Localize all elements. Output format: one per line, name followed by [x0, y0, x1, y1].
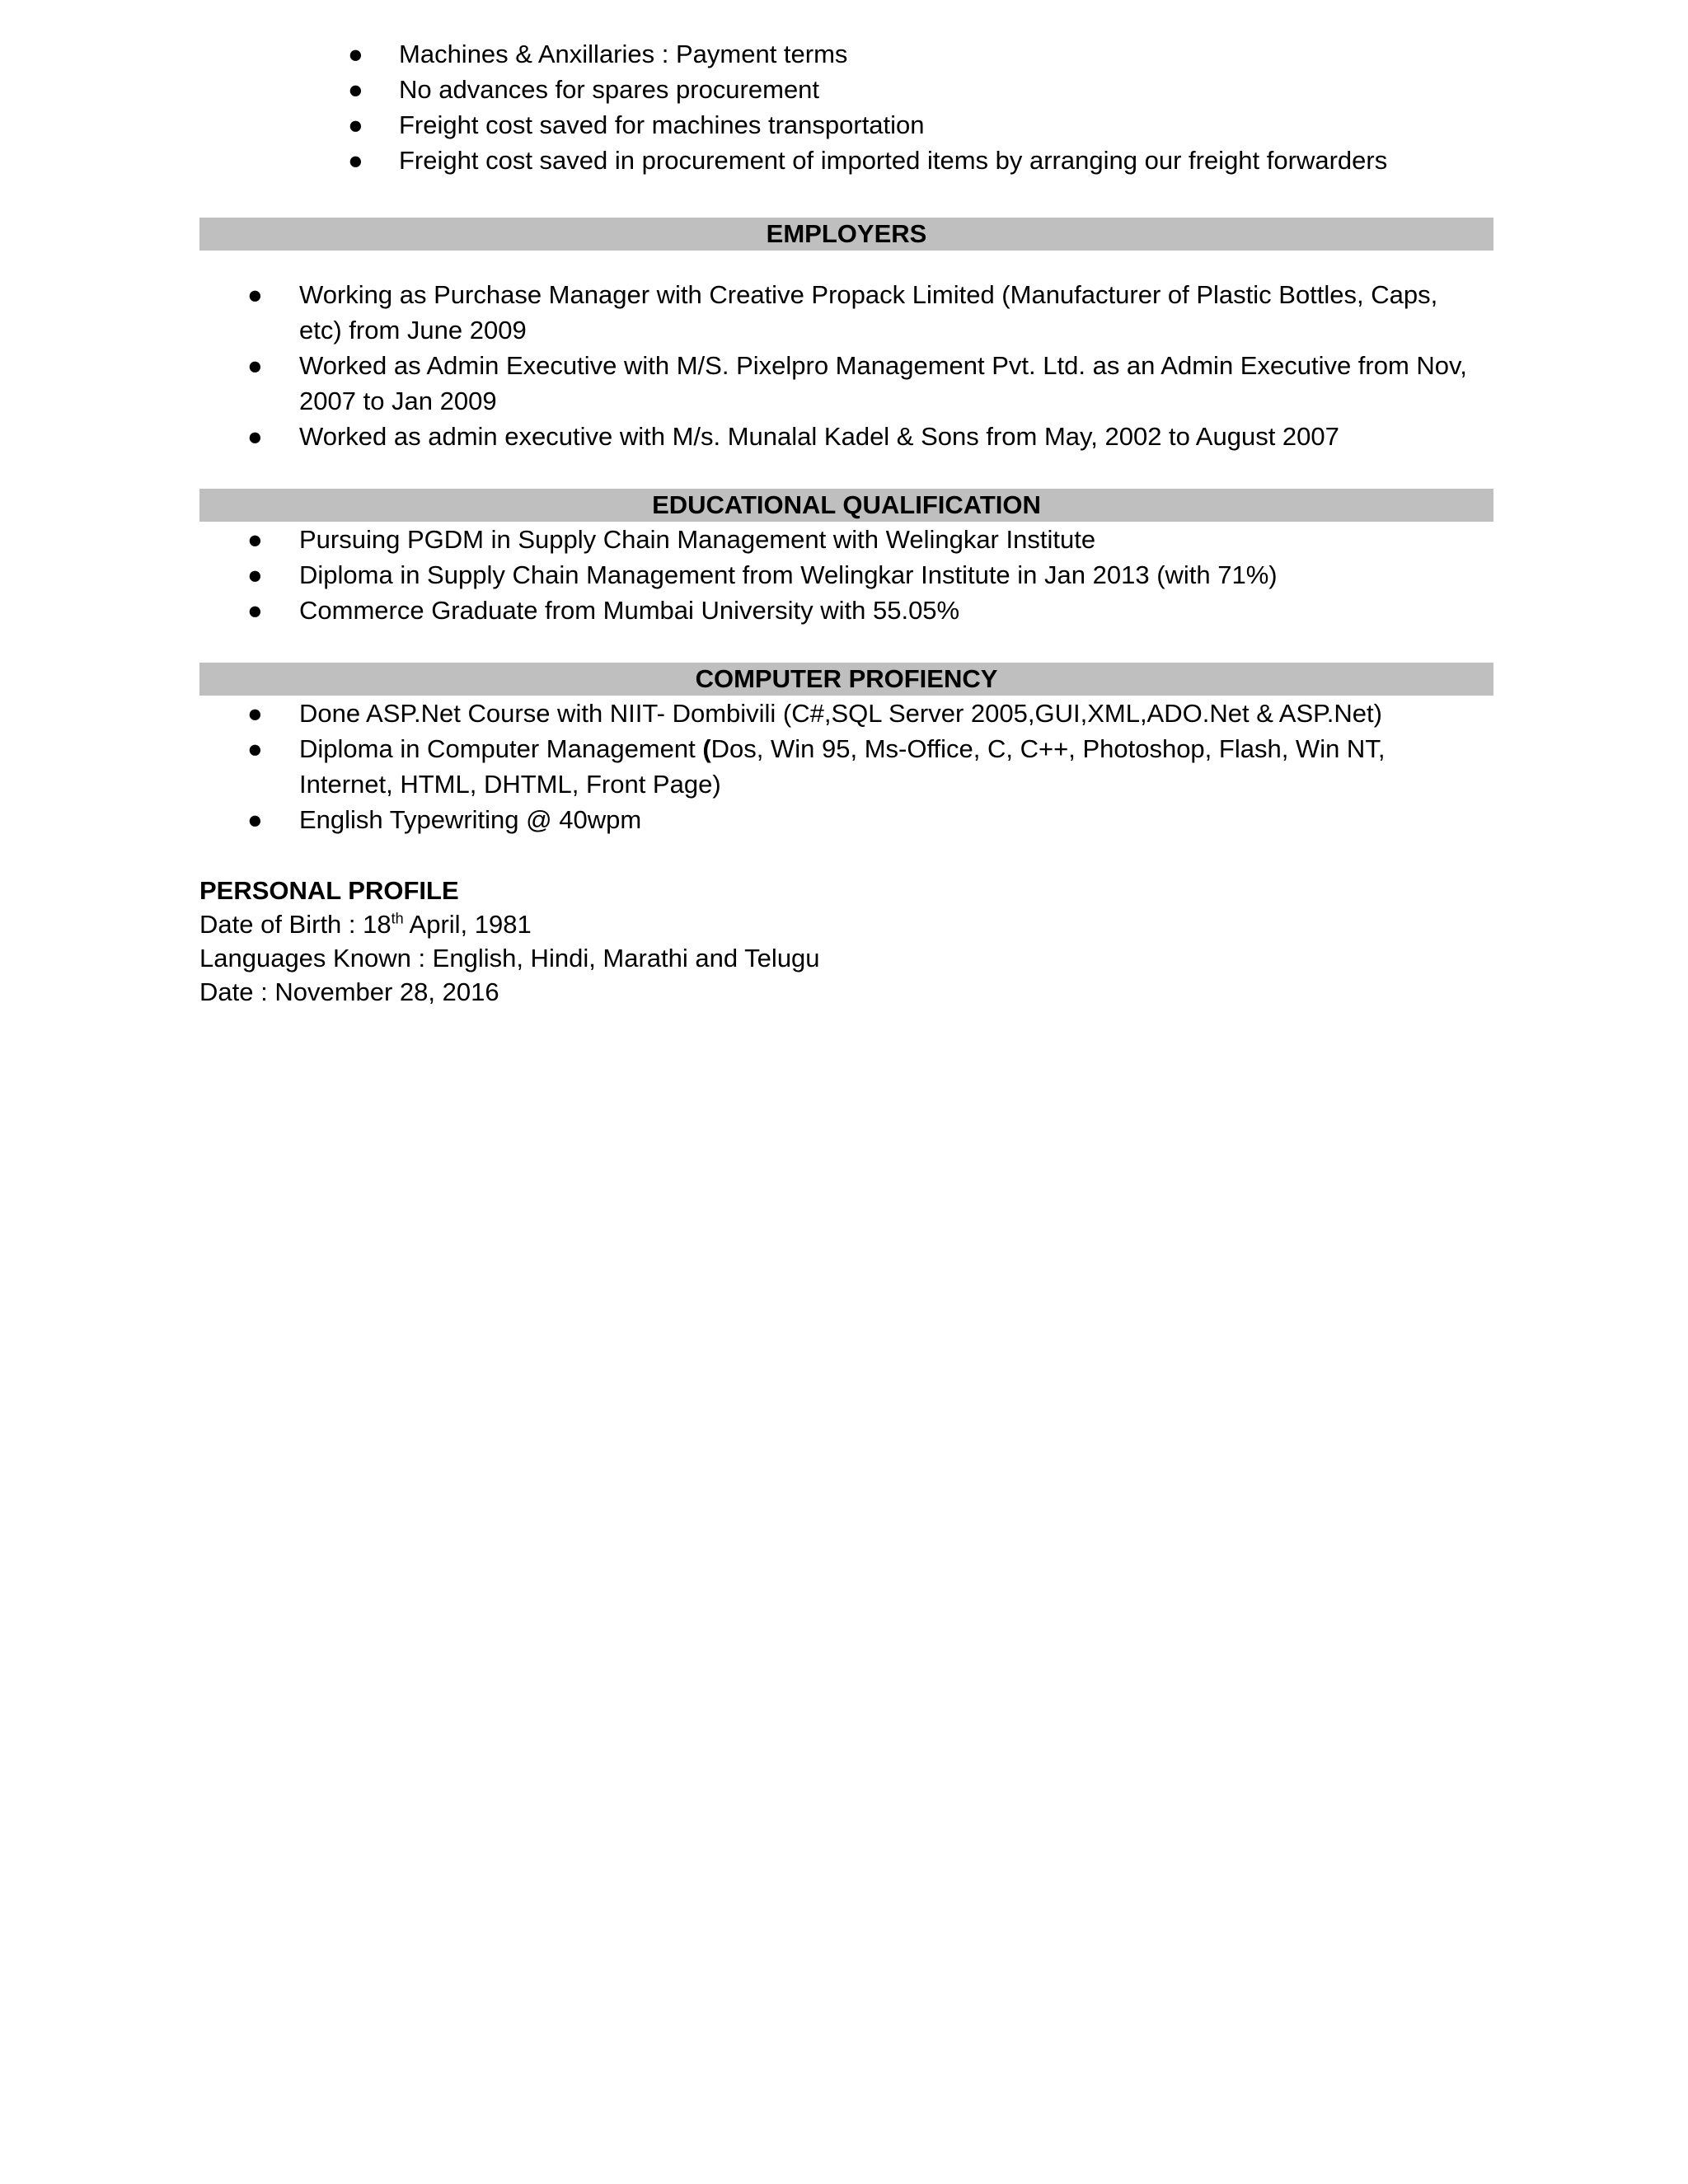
- computer-list: [199, 696, 1493, 837]
- list-item: ● No advances for spares procurement: [199, 72, 1493, 107]
- bullet-icon: ●: [247, 596, 263, 625]
- bullet-icon: ●: [348, 110, 363, 139]
- resume-content: [199, 36, 1493, 1009]
- list-item: ● Diploma in Supply Chain Management from Welingkar Institute in Jan 2013 (with 71%): [199, 557, 1493, 593]
- list-item: ● Pursuing PGDM in Supply Chain Management with Welingkar Institute: [199, 522, 1493, 557]
- list-item: ● English Typewriting @ 40wpm: [199, 802, 1493, 837]
- date-of-birth: Date of Birth : 18th April, 1981: [199, 910, 532, 939]
- list-item: ● Worked as Admin Executive with M/S. Pixelpro Management Pvt. Ltd. as an Admin Executive from Nov, 2007 to Jan 2009: [199, 348, 1493, 419]
- bullet-icon: ●: [247, 351, 263, 380]
- bullet-icon: ●: [247, 805, 263, 834]
- list-item: ● Freight cost saved in procurement of imported items by arranging our freight forwarders: [199, 143, 1493, 178]
- list-item: ● Diploma in Computer Management (Dos, Win 95, Ms-Office, C, C++, Photoshop, Flash, Win NT, Internet, HTML, DHTML, Front Page): [199, 731, 1493, 802]
- personal-profile-heading: PERSONAL PROFILE: [199, 876, 459, 905]
- bullet-icon: ●: [247, 734, 263, 763]
- list-item: ● Working as Purchase Manager with Creative Propack Limited (Manufacturer of Plastic Bottles, Caps, etc) from June 2009: [199, 277, 1493, 348]
- bullet-icon: ●: [247, 280, 263, 309]
- bullet-icon: ●: [247, 560, 263, 589]
- bullet-icon: ●: [348, 75, 363, 104]
- document-date: Date : November 28, 2016: [199, 977, 499, 1006]
- bullet-icon: ●: [247, 699, 263, 728]
- bullet-icon: ●: [247, 525, 263, 554]
- employers-list: [199, 277, 1493, 454]
- bullet-icon: ●: [348, 146, 363, 175]
- bullet-icon: ●: [348, 40, 363, 68]
- list-item: ● Freight cost saved for machines transportation: [199, 107, 1493, 143]
- languages-known: Languages Known : English, Hindi, Marathi and Telugu: [199, 944, 820, 972]
- list-item: ● Done ASP.Net Course with NIIT- Dombivili (C#,SQL Server 2005,GUI,XML,ADO.Net & ASP.Net): [199, 696, 1493, 731]
- bullet-icon: ●: [247, 422, 263, 451]
- computer-heading: COMPUTER PROFIENCY: [199, 663, 1493, 696]
- education-list: [199, 522, 1493, 628]
- list-item: ● Machines & Anxillaries : Payment terms: [199, 36, 1493, 72]
- education-heading: EDUCATIONAL QUALIFICATION: [199, 489, 1493, 522]
- list-item: ● Worked as admin executive with M/s. Munalal Kadel & Sons from May, 2002 to August 2007: [199, 419, 1493, 454]
- employers-heading: EMPLOYERS: [199, 218, 1493, 251]
- list-item: ● Commerce Graduate from Mumbai University with 55.05%: [199, 593, 1493, 628]
- achievements-list: [199, 36, 1493, 178]
